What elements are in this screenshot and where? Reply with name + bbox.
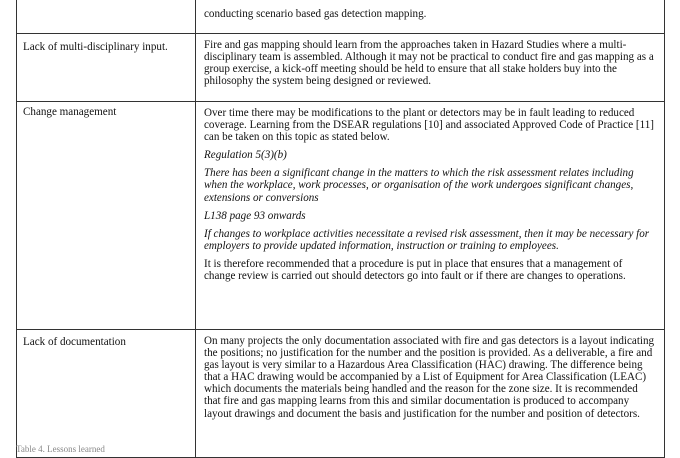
issue-cell xyxy=(17,0,196,34)
description-paragraph: conducting scenario based gas detection mapping. xyxy=(204,8,427,20)
description-paragraph: Over time there may be modifications to the plant or detectors may be in fault leading to reduced coverage. Learning from the DSEAR regulations [10] and associated Approved Code of Practice [11] can be taken on this topic as stated below. xyxy=(204,107,654,144)
description-paragraph: L138 page 93 onwards xyxy=(204,209,306,222)
description-paragraph: On many projects the only documentation associated with fire and gas detectors is a layout indicating the positions; no justification for the number and the position is provided. As a deliverable, a fire and gas layout is very similar to a Hazardous Area Classification (HAC) drawing. The difference being that a HAC drawing would be accompanied by a List of Equipment for Area Classification (LEAC) which documents the materials being handled and the reason for the zone size. It is recommended that fire and gas mapping learns from this and similar documentation is produced to accompany layout drawings and document the basis and justification for the number and position of detectors. xyxy=(204,335,655,420)
issue-cell: Lack of multi-disciplinary input. xyxy=(17,34,196,102)
description-paragraph: If changes to workplace activities necessitate a revised risk assessment, then it may be necessary for employers to provide updated information, instruction or training to employees. xyxy=(204,227,650,252)
table-row xyxy=(17,0,665,34)
lessons-table xyxy=(16,0,665,458)
description-paragraph: Regulation 5(3)(b) xyxy=(204,149,287,162)
table-row xyxy=(17,330,665,458)
issue-cell: Change management xyxy=(17,102,196,330)
description-cell xyxy=(196,34,665,102)
issue-cell: Lack of documentation xyxy=(17,330,196,458)
table-caption: Table 4. Lessons learned xyxy=(16,444,105,454)
description-cell xyxy=(196,0,665,34)
description-paragraph: Fire and gas mapping should learn from the approaches taken in Hazard Studies where a multi-disciplinary team is assembled. Although it may not be practical to conduct fire and gas mapping as a group exercise, a kick-off meeting should be held to ensure that all stake holders buy into the philosophy the system being designed or reviewed. xyxy=(204,39,654,88)
table-row xyxy=(17,102,665,330)
description-paragraph: It is therefore recommended that a procedure is put in place that ensures that a management of change review is carried out should detectors go into fault or if there are changes to operations. xyxy=(204,257,626,283)
description-cell xyxy=(196,102,665,330)
table-row xyxy=(17,34,665,102)
table-body xyxy=(17,0,665,458)
description-paragraph: There has been a significant change in the matters to which the risk assessment relates including when the workplace, work processes, or organisation of the work undergoes significant changes, extensions or conversions xyxy=(204,167,634,204)
description-cell xyxy=(196,330,665,458)
